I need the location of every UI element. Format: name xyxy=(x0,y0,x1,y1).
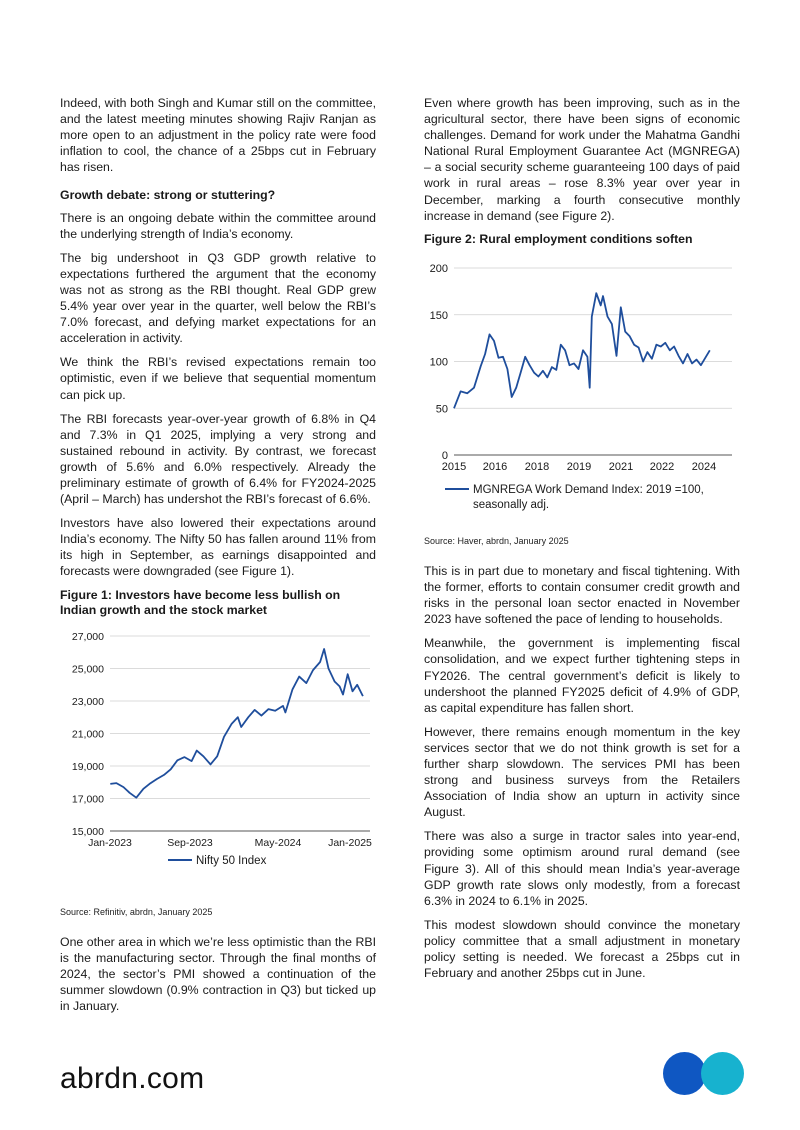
series-line xyxy=(454,293,710,408)
left-column xyxy=(60,95,376,1022)
series-line xyxy=(110,649,363,798)
y-tick-label: 50 xyxy=(435,403,448,415)
paragraph: The big undershoot in Q3 GDP growth relative to expectations furthered the argument that the economy was not as strong as the RBI thought. Real GDP grew 5.4% year over year in the quarter, well below the RBI’s 7.0% forecast, and defying market expectations for an acceleration in activity. xyxy=(60,250,376,346)
paragraph: One other area in which we’re less optimistic than the RBI is the manufacturing sector. Through the final months of 2024, the sector’s PMI showed a continuation of the summer slowdown (0.9% contraction in Q3) but ticked up in January. xyxy=(60,934,376,1014)
figure-2-source: Source: Haver, abrdn, January 2025 xyxy=(424,535,569,546)
figure-1-source: Source: Refinitiv, abrdn, January 2025 xyxy=(60,906,213,917)
paragraph: Investors have also lowered their expectations around India’s economy. The Nifty 50 has fallen around 11% from its high in September, as earnings disappointed and forecasts were downgraded (see Figure 1). xyxy=(60,516,376,579)
figure-1-chart xyxy=(60,624,376,894)
x-tick-label: 2021 xyxy=(608,460,634,473)
figure-2-chart xyxy=(424,253,740,523)
x-tick-label: 2015 xyxy=(441,460,467,473)
paragraph: The RBI forecasts year-over-year growth of 6.8% in Q4 and 7.3% in Q1 2025, implying a very strong and sustained rebound in activity. By contrast, we forecast growth of 5.6% and 6.0% respectively. Already the preliminary estimate of growth of 6.4% for FY2024-2025 (April – March) has undershot the RBI’s forecast of 6.6%. xyxy=(60,411,376,507)
x-tick-label: 2024 xyxy=(691,460,717,473)
legend-label: Nifty 50 Index xyxy=(196,854,267,867)
y-tick-label: 100 xyxy=(429,356,448,369)
figure-2-title: Figure 2: Rural employment conditions soften xyxy=(424,231,693,246)
paragraph: Meanwhile, the government is implementing fiscal consolidation, and we expect further tightening steps in FY2026. The central government’s deficit is likely to undershoot the planned FY2025 deficit of 4.9% of GDP, as capital expenditure has fallen short. xyxy=(424,636,740,715)
brand-dot-light-icon xyxy=(701,1052,744,1095)
paragraph: This is in part due to monetary and fiscal tightening. With the former, efforts to contain consumer credit growth and risks in the personal loan sector enacted in November 2023 have softened the pace of lending to households. xyxy=(424,563,740,627)
x-tick-label: Jan-2023 xyxy=(88,836,132,849)
right-column xyxy=(424,95,740,989)
paragraph: Indeed, with both Singh and Kumar still on the committee, and the latest meeting minutes showing Rajiv Ranjan as more open to an adjustment in the policy rate were food inflation to cool, the chance of a 25bps cut in February has risen. xyxy=(60,96,376,175)
paragraph: There is an ongoing debate within the committee around the underlying strength of India’s economy. xyxy=(60,210,376,241)
y-tick-label: 0 xyxy=(441,449,448,462)
paragraph: There was also a surge in tractor sales into year-end, providing some optimism around rural demand (see Figure 3). All of this should mean India’s year-average GDP growth rate slows only modestly, from a forecast 6.3% in 2024 to 6.1% in 2025. xyxy=(424,829,740,908)
figure-1-title: Figure 1: Investors have become less bullish on Indian growth and the stock market xyxy=(60,587,341,617)
y-tick-label: 27,000 xyxy=(71,630,104,643)
y-tick-label: 23,000 xyxy=(71,695,104,708)
y-tick-label: 19,000 xyxy=(71,760,104,773)
paragraph: This modest slowdown should convince the monetary policy committee that a small adjustment in monetary policy setting is needed. We forecast a 25bps cut in February and another 25bps cut in June. xyxy=(424,917,740,981)
y-tick-label: 21,000 xyxy=(71,728,104,741)
y-tick-label: 15,000 xyxy=(71,825,104,838)
x-tick-label: 2018 xyxy=(524,460,550,473)
paragraph: However, there remains enough momentum in the key services sector that we do not think growth is set for a further sharp slowdown. The services PMI has been strong and business surveys from the Retailers Association of India show an upturn in activity since August. xyxy=(424,724,740,820)
x-tick-label: 2022 xyxy=(649,460,675,473)
x-tick-label: 2016 xyxy=(482,460,508,473)
y-tick-label: 25,000 xyxy=(71,663,104,676)
y-tick-label: 17,000 xyxy=(71,793,104,806)
paragraph: Even where growth has been improving, such as in the agricultural sector, there have been signs of economic challenges. Demand for work under the Mahatma Gandhi National Rural Employment Guarantee Act (MGNREGA) – a social security scheme guaranteeing 100 days of paid work in rural areas – rose 8.3% year over year in December, marking a fourth consecutive monthly increase in demand (see Figure 2). xyxy=(424,96,740,223)
y-tick-label: 200 xyxy=(429,262,448,275)
paragraph: We think the RBI’s revised expectations remain too optimistic, even if we believe that sequential momentum can pick up. xyxy=(60,355,376,402)
x-tick-label: 2019 xyxy=(566,460,592,473)
x-tick-label: May-2024 xyxy=(254,836,302,849)
brand-dot-dark-icon xyxy=(663,1052,706,1095)
x-tick-label: Jan-2025 xyxy=(328,836,372,849)
x-tick-label: Sep-2023 xyxy=(167,836,213,849)
y-tick-label: 150 xyxy=(429,309,448,322)
abrdn-logo: abrdn.com xyxy=(60,1062,205,1095)
legend-label: MGNREGA Work Demand Index: 2019 =100, seasonally adj. xyxy=(473,483,704,511)
section-heading: Growth debate: strong or stuttering? xyxy=(60,188,276,203)
